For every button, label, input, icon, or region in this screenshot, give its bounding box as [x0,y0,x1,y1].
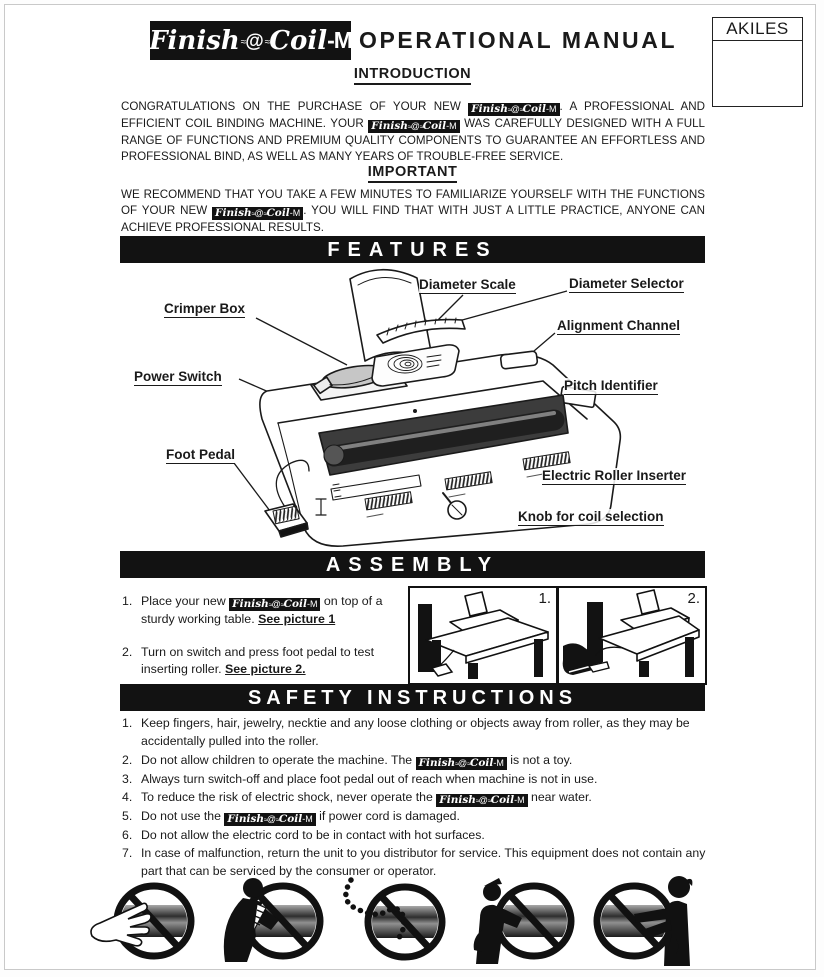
finish-at-coil-logo-inline: Finish≈@≈Coil-M [416,757,507,770]
safety-item-7: 7. In case of malfunction, return the unit to you distributor for service. This equipment does not contain any part that can be serviced by the consumer or operator. [122,846,706,879]
logo-at-text: @ [245,30,264,52]
safety-instructions-list [122,714,710,881]
important-heading: IMPORTANT [120,164,705,183]
finish-at-coil-logo-inline: Finish≈@≈Coil-M [368,120,459,133]
brand-name: AKILES [713,18,802,41]
feature-label-alignment-channel: Alignment Channel [557,318,681,333]
feature-label-power-switch: Power Switch [134,369,222,384]
safety-banner: SAFETY INSTRUCTIONS [120,684,705,711]
brand-stamp-box [712,17,803,107]
coil-squiggle-icon: ≈ [264,37,269,48]
step-number: 1. [122,594,133,608]
feature-label-foot-pedal: Foot Pedal [166,447,236,462]
important-paragraph: WE RECOMMEND THAT YOU TAKE A FEW MINUTES TO FAMILIARIZE YOURSELF WITH THE FUNCTIONS OF YOUR NEW Finish≈@≈Coil-M . YOU WILL FIND THAT WITH JUST A LITTLE PRACTICE, ANYONE CAN ACHIEVE PROFESSIONAL RESULTS. [121,188,705,234]
feature-label-diameter-selector: Diameter Selector [569,276,684,291]
introduction-paragraph: CONGRATULATIONS ON THE PURCHASE OF YOUR NEW Finish≈@≈Coil-M . A PROFESSIONAL AND EFFICIENT COIL BINDING MACHINE. YOUR Finish≈@≈Coil-M WAS CAREFULLY DESIGNED WITH A FULL RANGE OF FUNCTIONS AND PREMIUM QUALITY COMPONENTS TO GUARANTEE AN EFFORTLESS AND PROFESSIONAL BIND, AS WELL AS MANY YEARS OF TROUBLE-FREE SERVICE. [121,100,705,163]
no-loose-clothing-near-roller-icon [462,874,578,968]
finish-at-coil-logo-inline: Finish≈@≈Coil-M [436,794,527,807]
picture-number: 2. [687,590,700,607]
safety-item-2: 2. Do not allow children to operate the machine. The Finish≈@≈Coil-M is not a toy. [122,752,573,769]
no-necktie-near-roller-icon [213,874,329,968]
logo-m-text: -M [327,27,352,53]
logo-coil-text: Coil [269,25,328,56]
safety-item-5: 5. Do not use the Finish≈@≈Coil-M if power cord is damaged. [122,808,460,825]
step-number: 2. [122,645,133,659]
step-text: Turn on switch and press foot pedal to test inserting roller. See picture 2. [141,645,375,676]
logo-finish-text: Finish [149,25,240,56]
features-diagram [115,265,710,549]
step-text: Place your new Finish≈@≈Coil-M on top of a sturdy working table. See picture 1 [141,594,383,626]
features-banner: FEATURES [120,236,705,263]
foot-pressing-pedal-illustration [559,588,701,679]
safety-item-6: 6. Do not allow the electric cord to be in contact with hot surfaces. [122,827,485,842]
assembly-step-1 [122,593,414,628]
safety-pictograms [88,874,702,968]
no-hand-in-roller-icon [88,874,204,968]
assembly-picture-1 [408,586,558,685]
machine-on-table-illustration [410,588,552,679]
assembly-step-2 [122,644,414,677]
safety-item-4: 4. To reduce the risk of electric shock, never operate the Finish≈@≈Coil-M near water. [122,789,592,806]
no-children-near-roller-icon [586,874,702,968]
feature-label-knob-for-coil-selection: Knob for coil selection [518,509,664,524]
finish-at-coil-logo-inline: Finish≈@≈Coil-M [224,813,315,826]
feature-label-crimper-box: Crimper Box [164,301,246,316]
safety-item-1: 1. Keep fingers, hair, jewelry, necktie and any loose clothing or objects away from roller, as they may be accidentally pulled into the roller. [122,716,690,749]
picture-number: 1. [538,590,551,607]
assembly-banner: ASSEMBLY [120,551,705,578]
safety-item-3: 3. Always turn switch-off and place foot pedal out of reach when machine is not in use. [122,771,598,786]
feature-label-electric-roller-inserter: Electric Roller Inserter [542,468,687,483]
finish-at-coil-logo [150,21,351,60]
finish-at-coil-logo-inline: Finish≈@≈Coil-M [468,103,559,116]
feature-label-pitch-identifier: Pitch Identifier [564,378,658,393]
feature-label-diameter-scale: Diameter Scale [419,277,516,292]
finish-at-coil-logo-inline: Finish≈@≈Coil-M [212,207,303,220]
no-jewelry-near-roller-icon [337,874,453,968]
coil-squiggle-icon: ≈ [240,37,245,48]
page-title: OPERATIONAL MANUAL [359,27,678,53]
assembly-picture-2 [557,586,707,685]
finish-at-coil-logo-inline: Finish≈@≈Coil-M [229,598,320,611]
introduction-heading: INTRODUCTION [120,66,705,85]
